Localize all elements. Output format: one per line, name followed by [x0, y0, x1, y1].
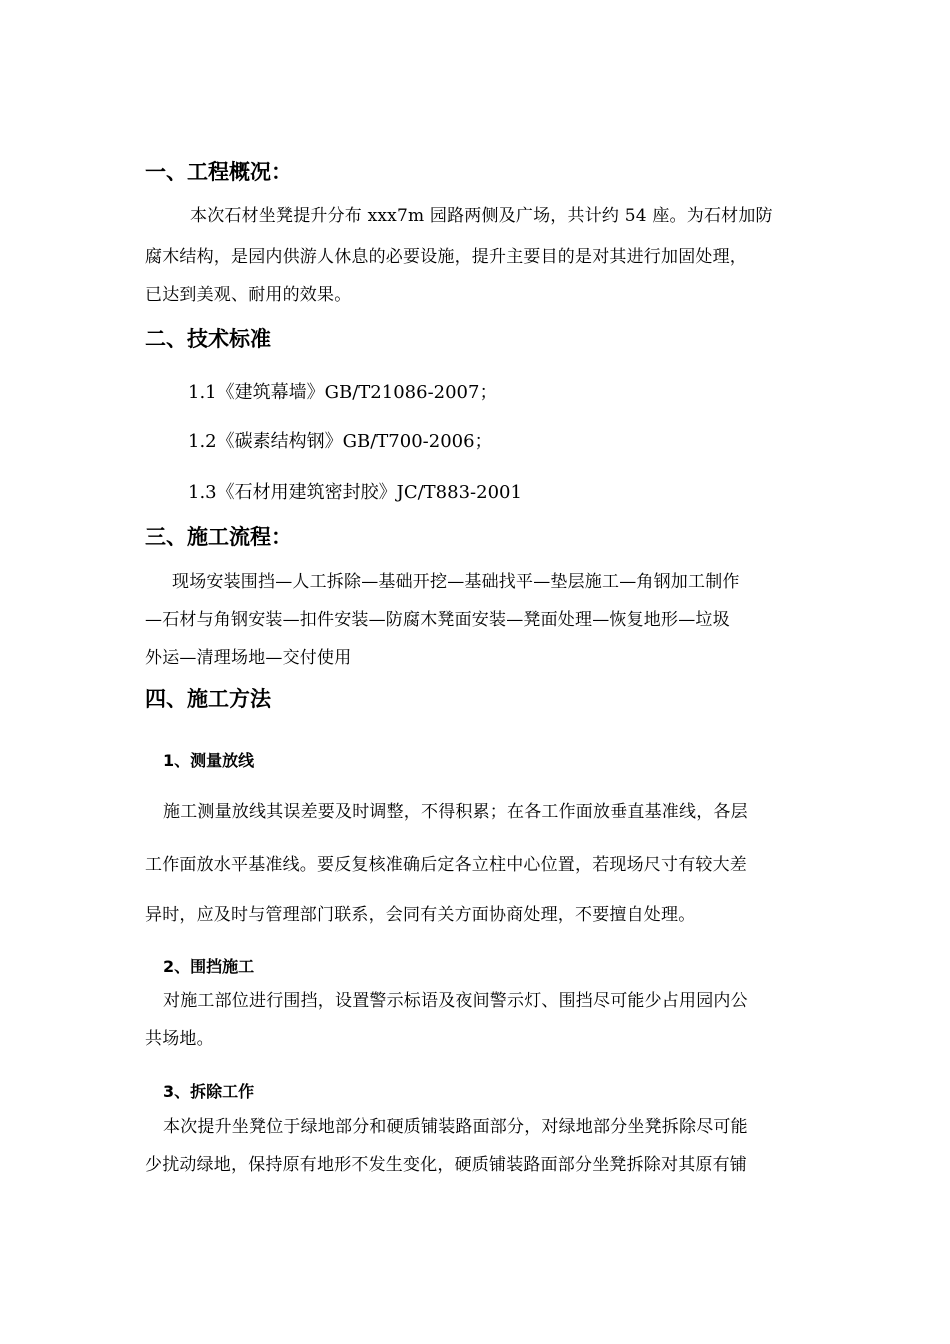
section-heading-overview: 一、工程概况：	[145, 160, 292, 184]
section-heading-methods: 四、施工方法	[145, 687, 271, 711]
fencing-line-2: 共场地。	[145, 1029, 214, 1049]
survey-line-3: 异时，应及时与管理部门联系，会同有关方面协商处理，不要擅自处理。	[145, 905, 696, 925]
survey-line-2: 工作面放水平基准线。要反复核准确后定各立柱中心位置，若现场尺寸有较大差	[145, 855, 747, 875]
overview-line-1: 本次石材坐凳提升分布 xxx7m 园路两侧及广场，共计约 54 座。为石材加防	[190, 206, 773, 226]
process-line-3: 外运—清理场地—交付使用	[145, 648, 352, 668]
overview-line-3: 已达到美观、耐用的效果。	[145, 285, 352, 305]
overview-line-2: 腐木结构，是园内供游人休息的必要设施，提升主要目的是对其进行加固处理，	[145, 247, 747, 267]
process-line-2: —石材与角钢安装—扣件安装—防腐木凳面安装—凳面处理—恢复地形—垃圾	[145, 610, 730, 630]
standard-item-1: 1.1《建筑幕墙》GB/T21086-2007；	[188, 382, 498, 403]
section-heading-process: 三、施工流程：	[145, 525, 292, 549]
process-line-1: 现场安装围挡—人工拆除—基础开挖—基础找平—垫层施工—角钢加工制作	[172, 572, 740, 592]
subsection-heading-demolition: 3、拆除工作	[163, 1082, 255, 1101]
subsection-heading-survey: 1、测量放线	[163, 751, 255, 770]
section-heading-standards: 二、技术标准	[145, 327, 271, 351]
survey-line-1: 施工测量放线其误差要及时调整，不得积累；在各工作面放垂直基准线，各层	[163, 802, 748, 822]
demolition-line-1: 本次提升坐凳位于绿地部分和硬质铺装路面部分，对绿地部分坐凳拆除尽可能	[163, 1117, 748, 1137]
demolition-line-2: 少扰动绿地，保持原有地形不发生变化，硬质铺装路面部分坐凳拆除对其原有铺	[145, 1155, 747, 1175]
subsection-heading-fencing: 2、围挡施工	[163, 957, 255, 976]
standard-item-2: 1.2《碳素结构钢》GB/T700-2006；	[188, 431, 493, 452]
fencing-line-1: 对施工部位进行围挡，设置警示标语及夜间警示灯、围挡尽可能少占用园内公	[163, 991, 748, 1011]
standard-item-3: 1.3《石材用建筑密封胶》JC/T883-2001	[188, 482, 522, 503]
